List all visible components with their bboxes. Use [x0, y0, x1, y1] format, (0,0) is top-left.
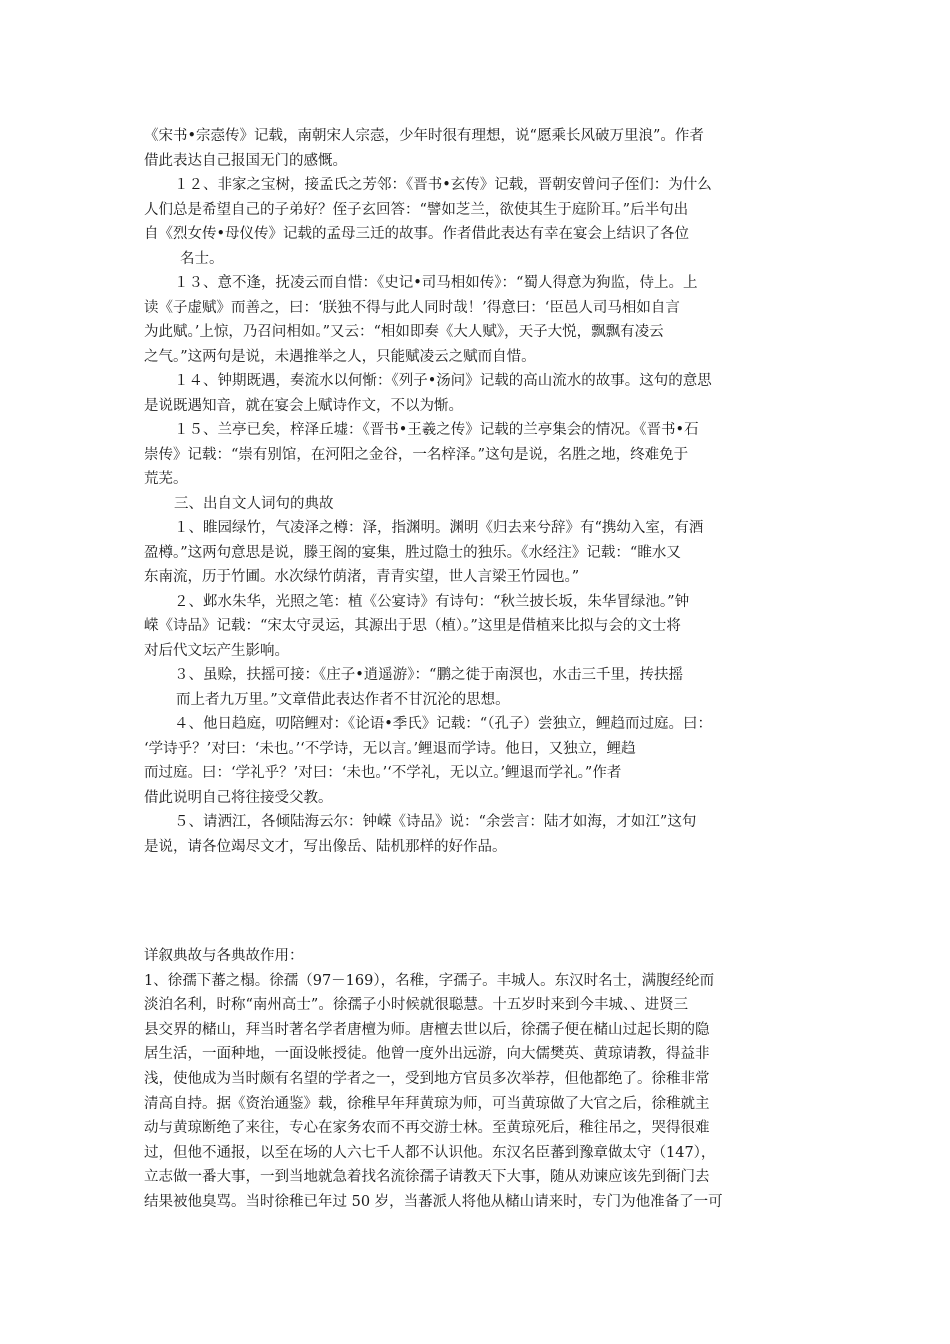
text-line: ４、他日趋庭，叨陪鲤对：《论语•季氏》记载：“（孔子）尝独立，鲤趋而过庭。曰：	[174, 716, 712, 732]
text-line: ２、邺水朱华，光照之笔：植《公宴诗》有诗句：“秋兰披长坂，朱华冒绿池。”钟	[174, 593, 690, 610]
text-line: 崇传》记载：“崇有别馆，在河阳之金谷，一名梓泽。”这句是说，名胜之地，终难免于	[144, 446, 689, 463]
text-line: 借此说明自己将往接受父教。	[144, 789, 333, 806]
text-line: ‘学诗乎？’对曰：‘未也。’‘不学诗，无以言。’鲤退而学诗。他日，又独立，鲤趋	[144, 740, 636, 757]
bottom-section	[144, 944, 808, 1215]
text-line: １５、兰亭已矣，梓泽丘墟：《晋书•王羲之传》记载的兰亭集会的情况。《晋书•石	[174, 422, 699, 438]
text-line: 对后代文坛产生影响。	[144, 642, 289, 659]
top-section	[144, 124, 808, 859]
text-line: 名士。	[180, 250, 224, 267]
text-line: 自《烈女传•母仪传》记载的孟母三迁的故事。作者借此表达有幸在宴会上结识了各位	[144, 226, 690, 242]
text-line: 过，但他不通报，以至在场的人六七千人都不认识他。东汉名臣蕃到豫章做太守（147），	[144, 1144, 716, 1161]
text-line: 浅，使他成为当时颇有名望的学者之一，受到地方官员多次举荐，但他都绝了。徐稚非常	[144, 1070, 710, 1087]
text-line: 人们总是希望自己的子弟好？侄子玄回答：“譬如芝兰，欲使其生于庭阶耳。”后半句出	[144, 201, 689, 218]
text-line: 《宋书•宗悫传》记载，南朝宋人宗悫，少年时很有理想，说“愿乘长风破万里浪”。作者	[144, 128, 704, 144]
text-line: 清高自持。据《资治通鉴》载，徐稚早年拜黄琼为师，可当黄琼做了大官之后，徐稚就主	[144, 1095, 710, 1112]
text-line: 而过庭。曰：‘学礼乎？’对曰：‘未也。’‘不学礼，无以立。’鲤退而学礼。”作者	[144, 765, 622, 781]
text-line: １４、钟期既遇，奏流水以何惭：《列子•汤问》记载的高山流水的故事。这句的意思	[174, 373, 712, 389]
text-line: 是说，请各位竭尽文才，写出像岳、陆机那样的好作品。	[144, 838, 507, 855]
text-line: 借此表达自己报国无门的感慨。	[144, 152, 347, 169]
text-line: 1、徐孺下蕃之榻。徐孺（97－169），名稚，字孺子。丰城人。东汉时名士，满腹经纶而	[144, 972, 715, 989]
text-line: ３、虽赊，扶摇可接：《庄子•逍遥游》：“鹏之徙于南溟也，水击三千里，抟扶摇	[174, 667, 683, 683]
text-line: 居生活，一面种地，一面设帐授徒。他曾一度外出远游，向大儒樊英、黄琼请教，得益非	[144, 1046, 710, 1063]
text-line: 县交界的槠山，拜当时著名学者唐檀为师。唐檀去世以后，徐孺子便在槠山过起长期的隐	[144, 1021, 710, 1038]
text-line: 动与黄琼断绝了来往，专心在家务农而不再交游士林。至黄琼死后，稚往吊之，哭得很难	[144, 1120, 710, 1137]
text-line: 荒芜。	[144, 471, 188, 487]
text-line: 结果被他臭骂。当时徐稚已年过 50 岁，当蕃派人将他从槠山请来时，专门为他准备了一可	[144, 1193, 723, 1210]
section-heading: 三、出自文人词句的典故	[174, 495, 334, 512]
text-line: 读《子虚赋》而善之，曰：‘朕独不得与此人同时哉！’得意曰：‘臣邑人司马相如自言	[144, 299, 680, 316]
text-line: １、睢园绿竹，气凌泽之樽：泽，指渊明。渊明《归去来兮辞》有“携幼入室，有酒	[174, 520, 704, 536]
text-line: ５、请洒江，各倾陆海云尔：钟嵘《诗品》说：“余尝言：陆才如海，才如江”这句	[174, 814, 697, 830]
text-line: 是说既遇知音，就在宴会上赋诗作文，不以为惭。	[144, 397, 463, 414]
section-heading: 详叙典故与各典故作用：	[144, 948, 304, 964]
text-line: 嵘《诗品》记载：“宋太守灵运，其源出于思（植）。”这里是借植来比拟与会的文士将	[144, 618, 681, 634]
text-line: １２、非家之宝树，接孟氏之芳邻：《晋书•玄传》记载，晋朝安曾问子侄们：为什么	[174, 177, 712, 193]
text-line: 盈樽。”这两句意思是说，滕王阁的宴集，胜过隐士的独乐。《水经注》记载：“睢水又	[144, 544, 681, 561]
text-line: 淡泊名利，时称“南州高士”。徐孺子小时候就很聪慧。十五岁时来到今丰城、、进贤三	[144, 997, 689, 1014]
text-line: 东南流，历于竹圃。水次绿竹荫渚，青青实望，世人言梁王竹园也。”	[144, 569, 580, 585]
text-line: 立志做一番大事，一到当地就急着找名流徐孺子请教天下大事，随从劝谏应该先到衙门去	[144, 1169, 710, 1186]
text-line: 之气。”这两句是说，未遇推举之人，只能赋凌云之赋而自惜。	[144, 348, 536, 365]
text-line: １３、意不逢，抚凌云而自惜：《史记•司马相如传》：“蜀人得意为狗监，侍上。上	[174, 275, 698, 291]
text-line: 为此赋。’上惊，乃召问相如。”又云：“相如即奏《大人赋》，天子大悦，飘飘有凌云	[144, 324, 664, 340]
text-line: 而上者九万里。”文章借此表达作者不甘沉沦的思想。	[176, 691, 510, 708]
